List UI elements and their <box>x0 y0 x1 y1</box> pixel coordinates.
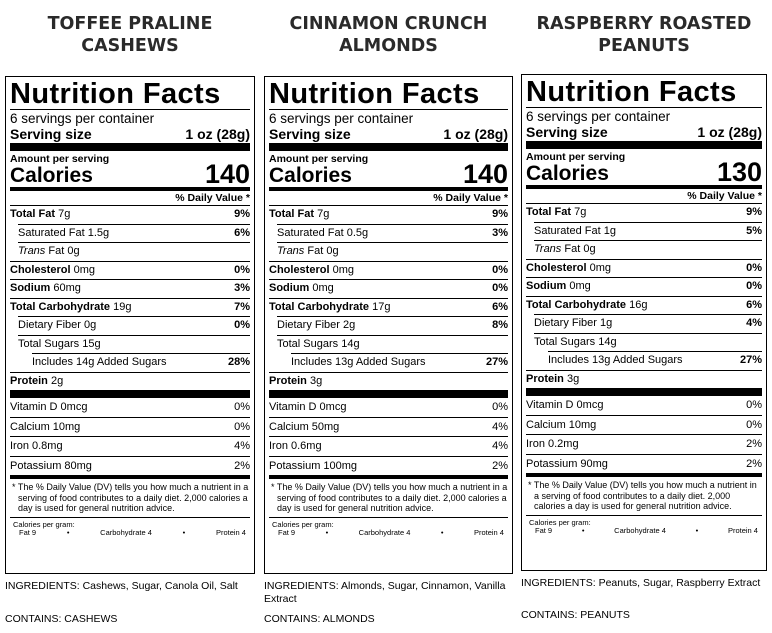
vitamin-name: Vitamin D 0mcg <box>10 401 88 413</box>
nutrient-row <box>10 261 250 280</box>
nutrient-daily-value: 9% <box>492 208 508 220</box>
vitamin-daily-value: 0% <box>746 399 762 411</box>
nutrient-label <box>534 223 616 241</box>
nutrient-label <box>10 373 63 391</box>
nutrient-name: Total Sugars <box>534 335 596 348</box>
nutrient-amount: 0mg <box>569 280 591 292</box>
nutrient-name: Protein <box>526 372 564 385</box>
nutrient-list <box>526 203 762 388</box>
servings-per-container: 6 servings per container <box>269 111 414 126</box>
nutrient-row <box>269 372 508 391</box>
vitamin-row <box>269 436 508 456</box>
nutrient-daily-value: 8% <box>492 319 508 331</box>
nutrient-name: Dietary Fiber <box>534 317 597 329</box>
vitamin-name: Calcium 50mg <box>269 420 340 433</box>
nutrient-label <box>534 241 596 259</box>
nutrient-name: Saturated Fat <box>534 224 601 237</box>
nutrient-amount: 17g <box>372 300 391 313</box>
vitamin-name: Iron 0.2mg <box>526 438 579 450</box>
nutrition-facts-heading: Nutrition Facts <box>10 78 221 110</box>
protein-per-gram: Protein 4 <box>473 528 504 537</box>
nutrient-daily-value: 0% <box>492 282 508 294</box>
nutrient-label <box>269 280 334 298</box>
vitamin-row <box>269 417 508 437</box>
nutrient-amount: 2g <box>343 319 356 331</box>
vitamin-daily-value: 4% <box>492 420 508 433</box>
daily-value-header: % Daily Value * <box>433 192 508 204</box>
nutrient-row <box>10 279 250 298</box>
vitamin-list <box>526 396 762 473</box>
calories-row <box>269 161 508 187</box>
nutrient-row <box>534 240 762 259</box>
ingredients-text: INGREDIENTS: Cashews, Sugar, Canola Oil, Salt <box>5 580 238 592</box>
vitamin-daily-value: 0% <box>492 401 508 413</box>
nutrient-daily-value: 0% <box>746 280 762 292</box>
nutrient-amount: 16g <box>629 298 648 311</box>
nutrient-amount: 7g <box>317 208 330 220</box>
nutrient-name: Saturated Fat <box>277 226 344 239</box>
nutrient-label <box>18 243 80 261</box>
nutrient-amount: 1g <box>600 317 613 329</box>
nutrient-row <box>269 205 508 224</box>
nutrition-facts-heading: Nutrition Facts <box>269 78 480 110</box>
nutrient-row <box>534 333 762 352</box>
ingredients-text: INGREDIENTS: Almonds, Sugar, Cinnamon, Vanilla Extract <box>264 580 506 605</box>
nutrient-amount: 0mg <box>589 261 611 274</box>
nutrient-label <box>18 225 109 243</box>
vitamin-name: Vitamin D 0mcg <box>269 401 347 413</box>
nutrient-daily-value: 6% <box>492 300 508 313</box>
nutrient-name: Sodium <box>10 282 51 294</box>
nutrient-name: Dietary Fiber <box>18 319 81 331</box>
vitamin-daily-value: 0% <box>746 418 762 431</box>
nutrition-facts-heading: Nutrition Facts <box>526 76 737 108</box>
vitamin-name: Calcium 10mg <box>526 418 597 431</box>
calories-row <box>10 161 250 187</box>
nutrient-amount: Fat 0g <box>307 245 339 257</box>
vitamin-name: Iron 0.8mg <box>10 440 63 452</box>
vitamin-list <box>10 398 250 475</box>
vitamin-daily-value: 0% <box>234 420 250 433</box>
nutrient-name: Cholesterol <box>269 263 330 276</box>
daily-value-footnote: * The % Daily Value (DV) tells you how much a nutrient in a serving of food contributes to a daily diet. 2,000 calories a day is used for general nutrition advice. <box>12 482 249 513</box>
nutrient-amount: 60mg <box>53 282 81 294</box>
bullet: • <box>440 528 444 537</box>
vitamin-daily-value: 2% <box>746 457 762 470</box>
allergen-contains-text: CONTAINS: CASHEWS <box>5 613 118 625</box>
product-title-line-2: ALMONDS <box>339 36 438 56</box>
vitamin-name: Vitamin D 0mcg <box>526 399 604 411</box>
calories-value: 140 <box>462 159 508 189</box>
nutrient-label <box>548 352 683 370</box>
nutrient-row <box>269 298 508 317</box>
nutrient-row <box>10 298 250 317</box>
vitamin-row <box>10 417 250 437</box>
nutrient-amount: 2g <box>50 374 64 387</box>
nutrient-daily-value: 6% <box>234 226 250 239</box>
vitamin-row <box>526 415 762 435</box>
vitamin-row <box>10 398 250 417</box>
nutrient-daily-value: 28% <box>227 356 250 368</box>
daily-value-footnote: * The % Daily Value (DV) tells you how much a nutrient in a serving of food contributes to a daily diet. 2,000 calories a day is used for general nutrition advice. <box>271 482 508 513</box>
vitamin-row <box>269 398 508 417</box>
nutrient-row <box>10 205 250 224</box>
calories-per-gram-label: Calories per gram: <box>529 517 591 527</box>
nutrition-facts-panel <box>264 76 513 574</box>
nutrient-amount: 15g <box>82 337 101 350</box>
serving-size-row <box>10 126 250 143</box>
nutrient-amount: 0mg <box>73 263 95 276</box>
calories-label: Calories <box>10 164 93 187</box>
nutrient-name: Includes 13g Added Sugars <box>548 354 683 366</box>
nutrient-name: Trans <box>18 245 46 257</box>
vitamin-row <box>269 456 508 476</box>
nutrient-daily-value: 6% <box>746 298 762 311</box>
vitamin-name: Potassium 80mg <box>10 459 92 472</box>
bullet: • <box>695 526 699 535</box>
nutrient-amount: Fat 0g <box>48 245 80 257</box>
product-title-line-1: CINNAMON CRUNCH <box>289 14 488 34</box>
product-title-line-2: CASHEWS <box>81 36 179 56</box>
nutrient-label <box>526 278 591 296</box>
nutrient-list <box>269 205 508 390</box>
nutrient-name: Total Carbohydrate <box>269 300 370 313</box>
nutrient-name: Dietary Fiber <box>277 319 340 331</box>
nutrient-amount: 14g <box>598 335 617 348</box>
serving-size-label: Serving size <box>10 126 92 142</box>
nutrient-name: Trans <box>534 243 562 255</box>
vitamin-row <box>10 436 250 456</box>
nutrient-daily-value: 5% <box>746 224 762 237</box>
nutrition-facts-panel <box>5 76 255 574</box>
nutrient-label <box>277 243 339 261</box>
serving-size-row <box>526 124 762 141</box>
daily-value-footnote: * The % Daily Value (DV) tells you how much a nutrient in a serving of food contributes to a daily diet. 2,000 calories a day is used for general nutrition advice. <box>528 480 757 511</box>
nutrient-daily-value: 3% <box>234 282 250 294</box>
nutrient-label <box>269 262 354 280</box>
fat-per-gram: Fat 9 <box>535 526 553 535</box>
bullet: • <box>182 528 186 537</box>
allergen-contains-text: CONTAINS: PEANUTS <box>521 609 630 621</box>
nutrient-name: Total Carbohydrate <box>526 298 627 311</box>
nutrient-daily-value: 3% <box>492 226 508 239</box>
nutrient-name: Protein <box>10 374 48 387</box>
vitamin-daily-value: 4% <box>492 440 508 452</box>
nutrient-row <box>32 353 250 372</box>
nutrient-daily-value: 4% <box>746 317 762 329</box>
product-title <box>521 13 767 57</box>
nutrient-daily-value: 0% <box>746 261 762 274</box>
nutrient-row <box>526 203 762 222</box>
bullet: • <box>66 528 70 537</box>
product-title <box>264 13 513 57</box>
nutrition-facts-panel <box>521 74 767 571</box>
nutrient-name: Total Fat <box>10 208 56 220</box>
serving-size-label: Serving size <box>526 124 608 140</box>
nutrient-daily-value: 7% <box>234 300 250 313</box>
servings-per-container: 6 servings per container <box>526 109 671 124</box>
calories-label: Calories <box>526 162 609 185</box>
servings-per-container: 6 servings per container <box>10 111 155 126</box>
nutrient-daily-value: 0% <box>492 263 508 276</box>
vitamin-name: Calcium 10mg <box>10 420 81 433</box>
nutrient-label <box>277 317 355 335</box>
nutrient-daily-value: 9% <box>234 208 250 220</box>
nutrient-label <box>10 299 131 317</box>
daily-value-header: % Daily Value * <box>687 190 762 202</box>
nutrient-row <box>277 242 508 261</box>
vitamin-daily-value: 2% <box>492 459 508 472</box>
calories-per-gram <box>269 518 508 541</box>
nutrient-amount: Fat 0g <box>564 243 596 255</box>
amount-per-serving: Amount per serving <box>526 151 626 163</box>
nutrient-row <box>534 222 762 241</box>
product-title-line-2: PEANUTS <box>598 36 690 56</box>
nutrient-row <box>526 259 762 278</box>
nutrient-label <box>10 280 81 298</box>
protein-per-gram: Protein 4 <box>727 526 758 535</box>
nutrient-amount: 14g <box>341 337 360 350</box>
carb-per-gram: Carbohydrate 4 <box>358 528 411 537</box>
nutrient-label <box>32 354 167 372</box>
nutrient-label <box>10 206 70 224</box>
product-title-line-1: TOFFEE PRALINE <box>47 14 213 34</box>
nutrient-row <box>548 351 762 370</box>
amount-per-serving: Amount per serving <box>10 153 110 165</box>
nutrient-daily-value: 0% <box>234 263 250 276</box>
ingredients-text: INGREDIENTS: Peanuts, Sugar, Raspberry Extract <box>521 577 761 589</box>
nutrient-label <box>18 336 101 354</box>
nutrient-name: Total Fat <box>526 206 572 218</box>
nutrient-name: Saturated Fat <box>18 226 85 239</box>
nutrient-row <box>526 296 762 315</box>
nutrient-row <box>269 261 508 280</box>
allergen-contains-text: CONTAINS: ALMONDS <box>264 613 375 625</box>
nutrient-row <box>18 224 250 243</box>
product-title-line-1: RASPBERRY ROASTED <box>536 14 752 34</box>
nutrient-label <box>277 225 368 243</box>
nutrient-label <box>269 373 322 391</box>
nutrient-label <box>277 336 360 354</box>
nutrient-row <box>18 335 250 354</box>
nutrient-name: Trans <box>277 245 305 257</box>
nutrient-daily-value: 9% <box>746 206 762 218</box>
nutrient-label <box>18 317 96 335</box>
vitamin-daily-value: 0% <box>234 401 250 413</box>
nutrient-row <box>534 314 762 333</box>
carb-per-gram: Carbohydrate 4 <box>100 528 152 537</box>
nutrient-name: Includes 13g Added Sugars <box>291 356 426 368</box>
vitamin-name: Potassium 100mg <box>269 459 358 472</box>
nutrient-name: Sodium <box>526 280 567 292</box>
nutrient-row <box>18 242 250 261</box>
nutrient-label <box>526 371 579 389</box>
serving-size-label: Serving size <box>269 126 351 142</box>
nutrient-amount: 7g <box>58 208 71 220</box>
calories-value: 130 <box>716 157 762 187</box>
calories-per-gram-label: Calories per gram: <box>272 519 334 529</box>
fat-per-gram: Fat 9 <box>19 528 37 537</box>
calories-per-gram-label: Calories per gram: <box>13 519 75 529</box>
nutrient-label <box>526 297 647 315</box>
nutrient-name: Total Sugars <box>18 337 80 350</box>
serving-size-value: 1 oz (28g) <box>443 126 508 142</box>
nutrient-daily-value: 0% <box>234 319 250 331</box>
nutrient-amount: 19g <box>113 300 132 313</box>
nutrient-daily-value: 27% <box>485 356 508 368</box>
nutrient-amount: 0mg <box>332 263 354 276</box>
nutrient-label <box>269 299 390 317</box>
calories-per-gram <box>10 518 250 541</box>
nutrient-row <box>526 277 762 296</box>
nutrient-name: Cholesterol <box>526 261 587 274</box>
bullet: • <box>581 526 585 535</box>
nutrient-row <box>269 279 508 298</box>
vitamin-daily-value: 2% <box>746 438 762 450</box>
nutrient-name: Protein <box>269 374 307 387</box>
carb-per-gram: Carbohydrate 4 <box>614 526 666 535</box>
calories-label: Calories <box>269 164 352 187</box>
vitamin-daily-value: 2% <box>234 459 250 472</box>
nutrient-name: Includes 14g Added Sugars <box>32 356 167 368</box>
bullet: • <box>325 528 329 537</box>
nutrient-row <box>277 316 508 335</box>
nutrient-amount: 1g <box>603 224 616 237</box>
vitamin-name: Iron 0.6mg <box>269 440 322 452</box>
nutrient-name: Total Sugars <box>277 337 339 350</box>
vitamin-row <box>526 434 762 454</box>
nutrient-amount: 3g <box>309 374 323 387</box>
daily-value-header: % Daily Value * <box>175 192 250 204</box>
vitamin-row <box>10 456 250 476</box>
fat-per-gram: Fat 9 <box>278 528 296 537</box>
calories-row <box>526 159 762 185</box>
protein-per-gram: Protein 4 <box>215 528 246 537</box>
vitamin-name: Potassium 90mg <box>526 457 608 470</box>
nutrient-amount: 0mg <box>312 282 334 294</box>
nutrient-row <box>277 335 508 354</box>
serving-size-value: 1 oz (28g) <box>185 126 250 142</box>
nutrient-amount: 1.5g <box>87 226 110 239</box>
nutrient-amount: 0g <box>84 319 97 331</box>
nutrient-amount: 0.5g <box>346 226 369 239</box>
nutrient-amount: 3g <box>566 372 580 385</box>
nutrient-name: Total Fat <box>269 208 315 220</box>
vitamin-row <box>526 454 762 474</box>
nutrient-label <box>10 262 95 280</box>
nutrient-label <box>291 354 426 372</box>
nutrient-label <box>526 260 611 278</box>
nutrient-row <box>10 372 250 391</box>
nutrient-amount: 7g <box>574 206 587 218</box>
nutrient-list <box>10 205 250 390</box>
vitamin-list <box>269 398 508 475</box>
nutrient-row <box>526 370 762 389</box>
nutrient-name: Total Carbohydrate <box>10 300 111 313</box>
serving-size-value: 1 oz (28g) <box>697 124 762 140</box>
nutrient-row <box>277 224 508 243</box>
nutrient-label <box>269 206 329 224</box>
nutrient-label <box>526 204 586 222</box>
nutrient-row <box>18 316 250 335</box>
nutrient-row <box>291 353 508 372</box>
nutrient-name: Cholesterol <box>10 263 71 276</box>
product-title <box>5 13 255 57</box>
vitamin-row <box>526 396 762 415</box>
amount-per-serving: Amount per serving <box>269 153 369 165</box>
nutrient-name: Sodium <box>269 282 310 294</box>
nutrient-label <box>534 334 617 352</box>
calories-per-gram <box>526 516 762 539</box>
nutrient-label <box>534 315 612 333</box>
calories-value: 140 <box>204 159 250 189</box>
vitamin-daily-value: 4% <box>234 440 250 452</box>
nutrient-daily-value: 27% <box>739 354 762 366</box>
serving-size-row <box>269 126 508 143</box>
